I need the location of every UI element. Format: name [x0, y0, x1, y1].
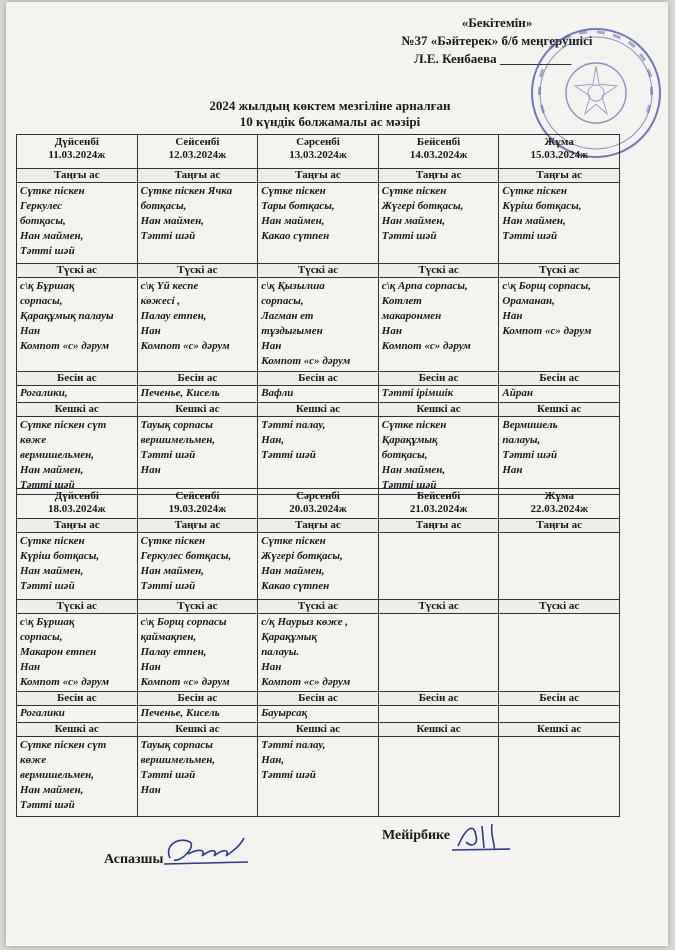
meal-header-lunch: Түскі ас: [378, 264, 499, 278]
day-header-row: [17, 135, 620, 169]
meal-header-snack: Бесін ас: [258, 692, 379, 706]
meal-header-dinner: Кешкі ас: [499, 403, 620, 417]
menu-cell: Рогалики,: [17, 386, 138, 403]
day-header: Дүйсенбі 11.03.2024ж: [17, 135, 138, 169]
menu-cell: Рогалики: [17, 706, 138, 723]
meal-header-breakfast: Таңғы ас: [499, 169, 620, 183]
menu-cell: Сүтке піскен сүт көже вермишельмен, Нан маймен, Тәтті шәй: [17, 417, 138, 495]
meal-header-snack: Бесін ас: [137, 692, 258, 706]
title-line-2: 10 күндік болжамалы ас мәзірі: [239, 114, 421, 129]
menu-cell: с\қ Борщ сорпасы, Ораманан, Нан Компот «с» дәрум: [499, 278, 620, 372]
menu-cell: Айран: [499, 386, 620, 403]
menu-cell: [499, 614, 620, 692]
menu-cell: Сүтке піскен Геркулес ботқасы, Нан маймен, Тәтті шәй: [137, 533, 258, 600]
menu-cell: Вафли: [258, 386, 379, 403]
title-line-1: 2024 жылдың көктем мезгіліне арналған: [209, 98, 451, 113]
lunch-row: [17, 614, 620, 692]
approval-line-2: №37 «Бәйтерек» б/б меңгерушісі: [401, 33, 593, 48]
dinner-row: [17, 417, 620, 495]
day-header: Сәрсенбі 20.03.2024ж: [258, 489, 379, 519]
meal-header-snack: Бесін ас: [378, 372, 499, 386]
menu-cell: Сүтке піскен Жүгері ботқасы, Нан маймен, Тәтті шәй: [378, 183, 499, 264]
menu-cell: Сүтке піскен Күріш ботқасы, Нан маймен, Тәтті шәй: [499, 183, 620, 264]
menu-cell: Сүтке піскен Қарақұмық ботқасы, Нан маймен, Тәтті шәй: [378, 417, 499, 495]
meal-header-breakfast: Таңғы ас: [378, 519, 499, 533]
menu-cell: Тәтті палау, Нан, Тәтті шәй: [258, 417, 379, 495]
menu-cell: Печенье, Кисель: [137, 706, 258, 723]
meal-header-snack: Бесін ас: [17, 692, 138, 706]
meal-header-row: [17, 372, 620, 386]
meal-header-lunch: Түскі ас: [17, 264, 138, 278]
cook-signature-icon: [160, 828, 252, 872]
meal-header-breakfast: Таңғы ас: [258, 169, 379, 183]
day-header: Дүйсенбі 18.03.2024ж: [17, 489, 138, 519]
menu-cell: с\қ Қызылша сорпасы, Лагман ет тұздығымен Нан Компот «с» дәрум: [258, 278, 379, 372]
menu-cell: Тәтті ірімшік: [378, 386, 499, 403]
menu-cell: с\қ Бұршақ сорпасы, Макарон етпен Нан Компот «с» дәрум: [17, 614, 138, 692]
day-header: Сейсенбі 19.03.2024ж: [137, 489, 258, 519]
document-title: [130, 98, 530, 130]
meal-header-snack: Бесін ас: [499, 692, 620, 706]
day-header: Бейсенбі 14.03.2024ж: [378, 135, 499, 169]
dinner-row: [17, 737, 620, 817]
meal-header-dinner: Кешкі ас: [17, 723, 138, 737]
meal-header-row: [17, 403, 620, 417]
menu-cell: Бауырсақ: [258, 706, 379, 723]
menu-cell: [378, 533, 499, 600]
meal-header-dinner: Кешкі ас: [378, 723, 499, 737]
day-header: Бейсенбі 21.03.2024ж: [378, 489, 499, 519]
meal-header-breakfast: Таңғы ас: [378, 169, 499, 183]
meal-header-lunch: Түскі ас: [17, 600, 138, 614]
meal-header-row: [17, 519, 620, 533]
meal-header-breakfast: Таңғы ас: [499, 519, 620, 533]
menu-cell: [499, 533, 620, 600]
menu-cell: Печенье, Кисель: [137, 386, 258, 403]
meal-header-lunch: Түскі ас: [137, 264, 258, 278]
meal-header-breakfast: Таңғы ас: [137, 169, 258, 183]
meal-header-dinner: Кешкі ас: [137, 723, 258, 737]
meal-header-row: [17, 692, 620, 706]
meal-header-lunch: Түскі ас: [378, 600, 499, 614]
meal-header-lunch: Түскі ас: [258, 264, 379, 278]
nurse-signature-icon: [452, 818, 512, 854]
snack-row: [17, 386, 620, 403]
meal-header-dinner: Кешкі ас: [378, 403, 499, 417]
lunch-row: [17, 278, 620, 372]
breakfast-row: [17, 183, 620, 264]
menu-cell: [378, 614, 499, 692]
menu-cell: [378, 706, 499, 723]
menu-cell: с\қ Арпа сорпасы, Котлет макаронмен Нан Компот «с» дәрум: [378, 278, 499, 372]
meal-header-snack: Бесін ас: [499, 372, 620, 386]
nurse-signature-label: Мейірбике: [382, 828, 450, 843]
menu-cell: Вермишель палауы, Тәтті шәй Нан: [499, 417, 620, 495]
day-header-row: [17, 489, 620, 519]
meal-header-breakfast: Таңғы ас: [17, 169, 138, 183]
menu-cell: Сүтке піскен Геркулес ботқасы, Нан маймен, Тәтті шәй: [17, 183, 138, 264]
menu-cell: Тәтті палау, Нан, Тәтті шәй: [258, 737, 379, 817]
menu-cell: с\қ Борщ сорпасы қаймақпен, Палау етпен, Нан Компот «с» дәрум: [137, 614, 258, 692]
meal-header-row: [17, 600, 620, 614]
meal-header-snack: Бесін ас: [137, 372, 258, 386]
menu-cell: Сүтке піскен Тары ботқасы, Нан маймен, Какао сүтпен: [258, 183, 379, 264]
menu-cell: Тауық сорпасы вершимельмен, Тәтті шәй Нан: [137, 737, 258, 817]
meal-header-row: [17, 264, 620, 278]
day-header: Жұма 15.03.2024ж: [499, 135, 620, 169]
day-header: Сәрсенбі 13.03.2024ж: [258, 135, 379, 169]
meal-header-lunch: Түскі ас: [499, 264, 620, 278]
approval-line-1: «Бекітемін»: [461, 15, 533, 30]
menu-cell: Сүтке піскен Жүгері ботқасы, Нан маймен, Какао сүтпен: [258, 533, 379, 600]
meal-header-dinner: Кешкі ас: [499, 723, 620, 737]
meal-header-breakfast: Таңғы ас: [17, 519, 138, 533]
menu-cell: [499, 706, 620, 723]
menu-cell: с\қ Үй кеспе көжесі , Палау етпен, Нан Компот «с» дәрум: [137, 278, 258, 372]
meal-header-lunch: Түскі ас: [258, 600, 379, 614]
meal-header-snack: Бесін ас: [17, 372, 138, 386]
approval-line-3: Л.Е. Кенбаева ___________: [414, 51, 572, 66]
meal-header-breakfast: Таңғы ас: [258, 519, 379, 533]
meal-header-lunch: Түскі ас: [137, 600, 258, 614]
menu-cell: Сүтке піскен Ячка ботқасы, Нан маймен, Тәтті шәй: [137, 183, 258, 264]
meal-header-dinner: Кешкі ас: [137, 403, 258, 417]
menu-table-week-2: [16, 488, 620, 817]
meal-header-snack: Бесін ас: [258, 372, 379, 386]
breakfast-row: [17, 533, 620, 600]
menu-cell: [499, 737, 620, 817]
meal-header-snack: Бесін ас: [378, 692, 499, 706]
menu-cell: Тауық сорпасы вершимельмен, Тәтті шәй Нан: [137, 417, 258, 495]
meal-header-row: [17, 723, 620, 737]
cook-signature-label: Аспазшы: [104, 852, 164, 867]
meal-header-dinner: Кешкі ас: [17, 403, 138, 417]
menu-cell: Сүтке піскен Күріш ботқасы, Нан маймен, Тәтті шәй: [17, 533, 138, 600]
day-header: Сейсенбі 12.03.2024ж: [137, 135, 258, 169]
meal-header-dinner: Кешкі ас: [258, 723, 379, 737]
meal-header-row: [17, 169, 620, 183]
menu-cell: [378, 737, 499, 817]
menu-cell: с\қ Бұршақ сорпасы, Қарақұмық палауы Нан Компот «с» дәрум: [17, 278, 138, 372]
menu-cell: Сүтке піскен сүт көже вермишельмен, Нан маймен, Тәтті шәй: [17, 737, 138, 817]
meal-header-dinner: Кешкі ас: [258, 403, 379, 417]
meal-header-breakfast: Таңғы ас: [137, 519, 258, 533]
snack-row: [17, 706, 620, 723]
menu-cell: с/қ Наурыз көже , Қарақұмық палауы. Нан Компот «с» дәрум: [258, 614, 379, 692]
menu-table-week-1: [16, 134, 620, 495]
meal-header-lunch: Түскі ас: [499, 600, 620, 614]
day-header: Жұма 22.03.2024ж: [499, 489, 620, 519]
